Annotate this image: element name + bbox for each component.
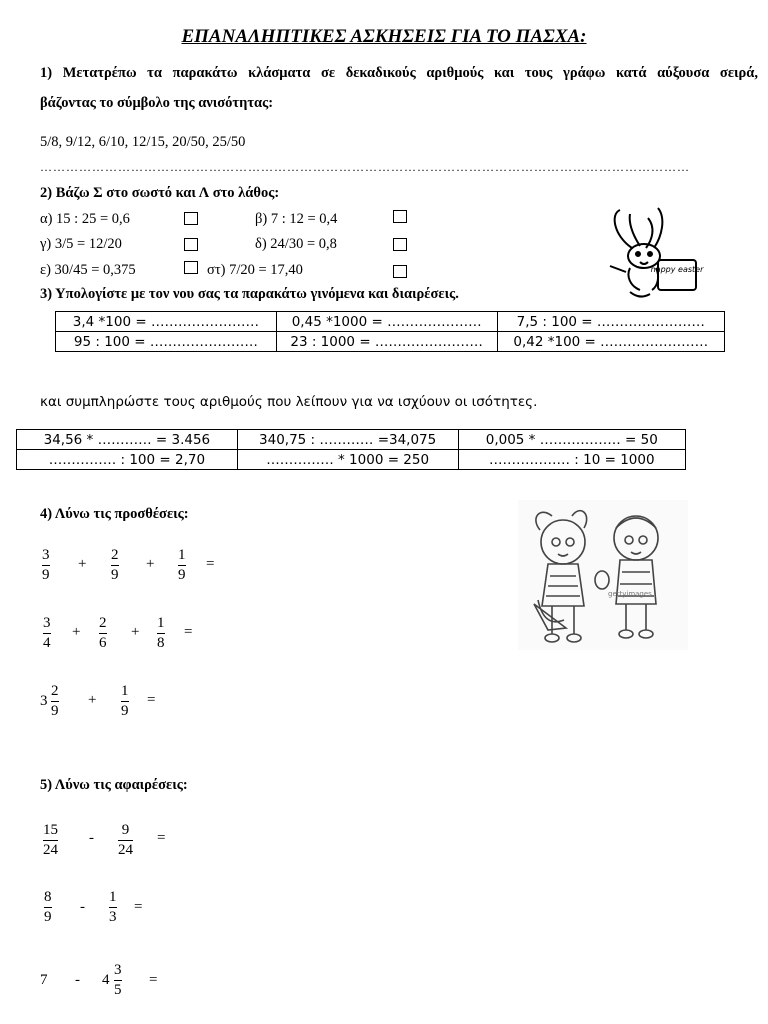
- q2-checkbox-b[interactable]: [393, 210, 407, 223]
- plus-sign: +: [72, 624, 81, 640]
- equals-sign: =: [184, 624, 193, 640]
- fraction: 9 24: [118, 822, 133, 858]
- table-cell[interactable]: 0,45 *1000 = …………………: [276, 312, 497, 332]
- q2-checkbox-st[interactable]: [393, 265, 407, 278]
- page-title: ΕΠΑΝΑΛΗΠΤΙΚΕΣ ΑΣΚΗΣΕΙΣ ΓΙΑ ΤΟ ΠΑΣΧΑ:: [181, 26, 587, 47]
- q1-instructions: [40, 58, 758, 118]
- q2-item-c: γ) 3/5 = 12/20: [40, 236, 122, 252]
- q2-item-e: ε) 30/45 = 0,375: [40, 262, 136, 278]
- image-watermark: gettyimages: [608, 590, 652, 598]
- minus-sign: -: [89, 830, 94, 846]
- plus-sign: +: [78, 556, 87, 572]
- easter-bunny-image: [600, 206, 710, 302]
- fraction: 2 9: [51, 683, 59, 719]
- q2-checkbox-e[interactable]: [184, 261, 198, 274]
- q1-fractions: 5/8, 9/12, 6/10, 12/15, 20/50, 25/50: [40, 134, 246, 150]
- whole-number: 7: [40, 972, 48, 988]
- fraction: 8 9: [44, 889, 52, 925]
- equals-sign: =: [206, 556, 215, 572]
- table-cell[interactable]: 23 : 1000 = ……………………: [276, 332, 497, 352]
- table-cell[interactable]: ……………… : 10 = 1000: [458, 450, 685, 470]
- q2-checkbox-a[interactable]: [184, 212, 198, 225]
- fraction: 3 4: [43, 615, 51, 651]
- fraction: 2 6: [99, 615, 107, 651]
- plus-sign: +: [131, 624, 140, 640]
- q2-item-a: α) 15 : 25 = 0,6: [40, 211, 130, 227]
- q2-item-b: β) 7 : 12 = 0,4: [255, 211, 338, 227]
- plus-sign: +: [88, 692, 97, 708]
- table-cell[interactable]: 0,42 *100 = ……………………: [497, 332, 724, 352]
- q4-heading: 4) Λύνω τις προσθέσεις:: [40, 506, 189, 522]
- q1-line-1: 1) Μετατρέπω τα παρακάτω κλάσματα σε δεκαδικούς αριθμούς και τους γράφω κατά αύξουσα σειρά,: [40, 65, 758, 81]
- fraction: 15 24: [43, 822, 58, 858]
- equals-sign: =: [157, 830, 166, 846]
- q1-line-2: βάζοντας το σύμβολο της ανισότητας:: [40, 95, 274, 111]
- table-row: [56, 332, 725, 352]
- table-cell[interactable]: …………… : 100 = 2,70: [17, 450, 238, 470]
- table-cell[interactable]: …………… * 1000 = 250: [237, 450, 458, 470]
- fraction: 1 9: [178, 547, 186, 583]
- fraction: 2 9: [111, 547, 119, 583]
- q3-table-1: [55, 311, 725, 352]
- fraction: 3 5: [114, 962, 122, 998]
- table-cell[interactable]: 0,005 * ……………… = 50: [458, 430, 685, 450]
- whole-number: 3: [40, 693, 48, 709]
- q3-table-2: [16, 429, 686, 470]
- q2-checkbox-c[interactable]: [184, 238, 198, 251]
- fraction: 1 8: [157, 615, 165, 651]
- table-row: [17, 450, 686, 470]
- fraction: 3 9: [42, 547, 50, 583]
- minus-sign: -: [80, 899, 85, 915]
- table-cell[interactable]: 340,75 : ………… =34,075: [237, 430, 458, 450]
- table-row: [17, 430, 686, 450]
- equals-sign: =: [149, 972, 158, 988]
- easter-kids-image: [518, 500, 688, 650]
- equals-sign: =: [134, 899, 143, 915]
- q5-heading: 5) Λύνω τις αφαιρέσεις:: [40, 777, 188, 793]
- plus-sign: +: [146, 556, 155, 572]
- whole-number: 4: [102, 972, 110, 988]
- q2-checkbox-d[interactable]: [393, 238, 407, 251]
- q3-heading: 3) Υπολογίστε με τον νου σας τα παρακάτω γινόμενα και διαιρέσεις.: [40, 286, 459, 302]
- q2-item-st: στ) 7/20 = 17,40: [207, 262, 303, 278]
- table-cell[interactable]: 7,5 : 100 = ……………………: [497, 312, 724, 332]
- fraction: 1 3: [109, 889, 117, 925]
- bunny-sign-text: happy easter: [650, 265, 704, 274]
- table-row: [56, 312, 725, 332]
- table-cell[interactable]: 95 : 100 = ……………………: [56, 332, 277, 352]
- equals-sign: =: [147, 692, 156, 708]
- q2-item-d: δ) 24/30 = 0,8: [255, 236, 337, 252]
- table-cell[interactable]: 3,4 *100 = ……………………: [56, 312, 277, 332]
- fraction: 1 9: [121, 683, 129, 719]
- q2-heading: 2) Βάζω Σ στο σωστό και Λ στο λάθος:: [40, 185, 280, 201]
- q3-text: και συμπληρώστε τους αριθμούς που λείπουν για να ισχύουν οι ισότητες.: [40, 394, 538, 410]
- minus-sign: -: [75, 972, 80, 988]
- table-cell[interactable]: 34,56 * ………… = 3.456: [17, 430, 238, 450]
- q1-answer-dots: ……………………………………………………………………………………………………………………………………: [40, 160, 690, 174]
